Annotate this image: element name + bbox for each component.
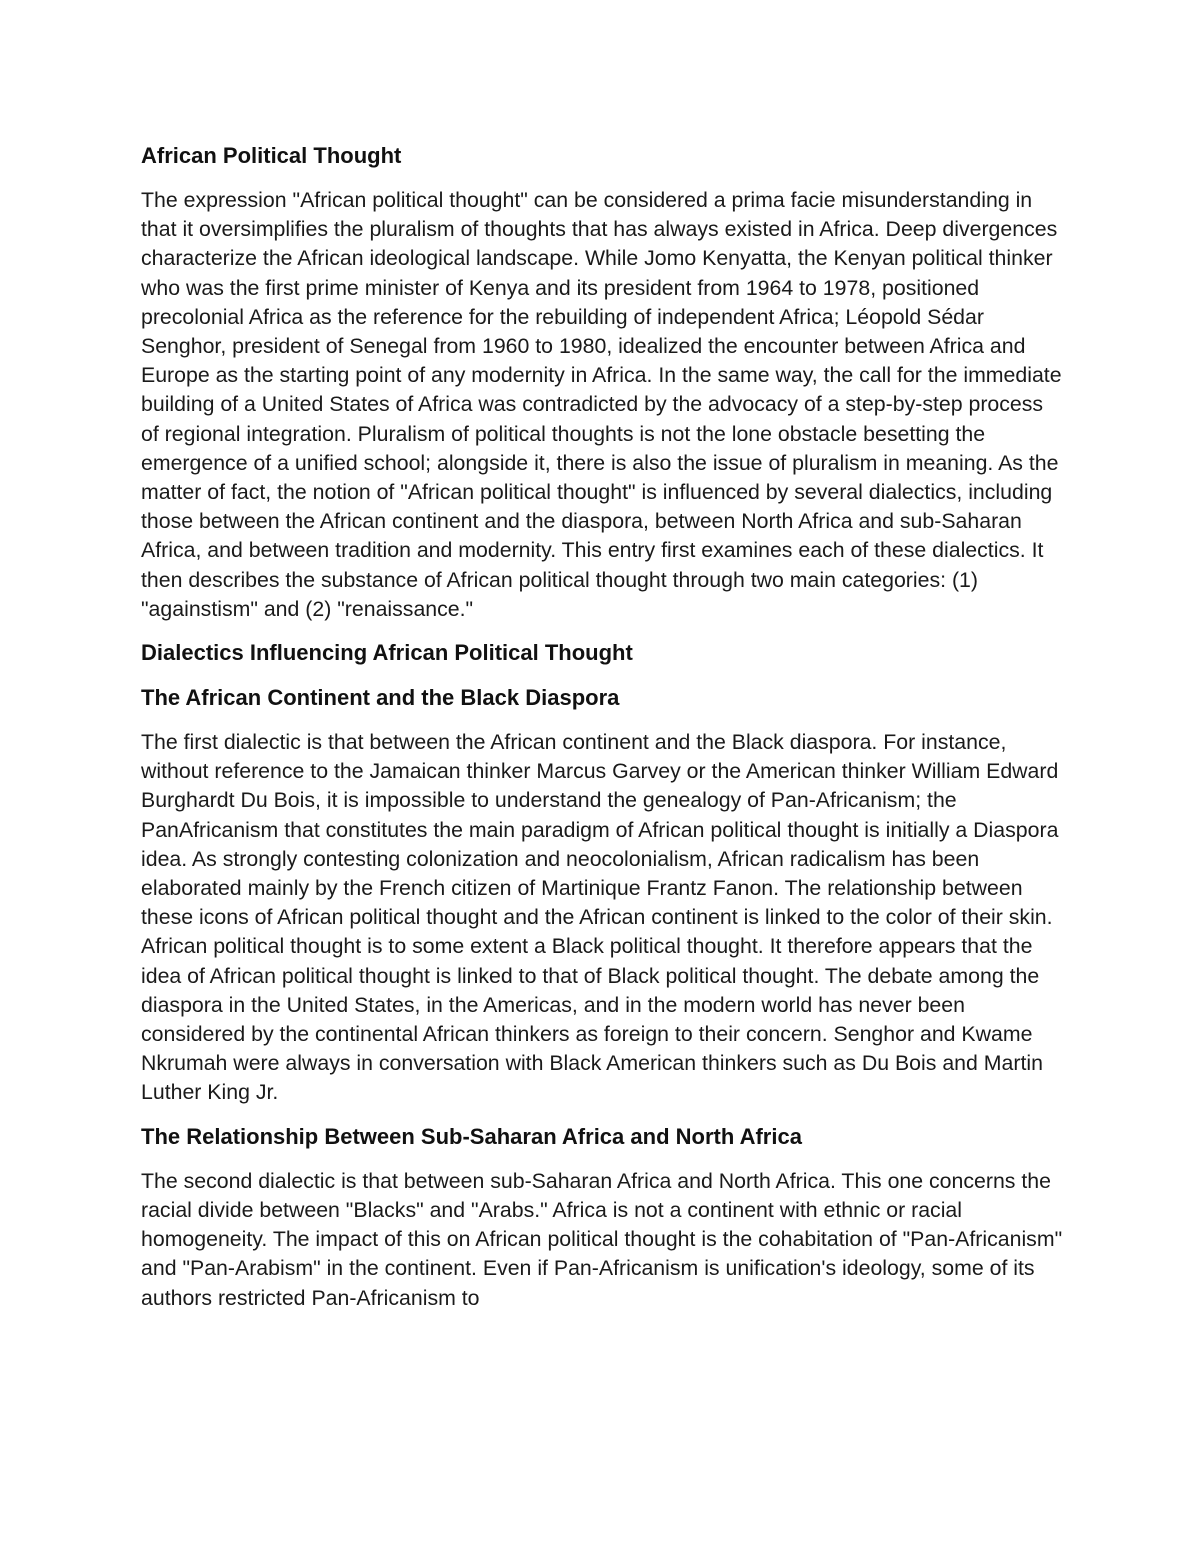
subsection-heading-diaspora: The African Continent and the Black Diaspora (141, 685, 620, 711)
diaspora-paragraph: The first dialectic is that between the African continent and the Black diaspora. For instance, without reference to the Jamaican thinker Marcus Garvey or the American thinker William Edward Burghardt Du Bois, it is impossible to understand the genealogy of Pan-Africanism; the PanAfricanism that constitutes the main paradigm of African political thought is initially a Diaspora idea. As strongly contesting colonization and neocolonialism, African radicalism has been elaborated mainly by the French citizen of Martinique Frantz Fanon. The relationship between these icons of African political thought and the African continent is linked to the color of their skin. African political thought is to some extent a Black political thought. It therefore appears that the idea of African political thought is linked to that of Black political thought. The debate among the diaspora in the United States, in the Americas, and in the modern world has never been considered by the continental African thinkers as foreign to their concern. Senghor and Kwame Nkrumah were always in conversation with Black American thinkers such as Du Bois and Martin Luther King Jr. (141, 730, 1059, 1105)
intro-paragraph: The expression "African political thought" can be considered a prima facie misunderstanding in that it oversimplifies the pluralism of thoughts that has always existed in Africa. Deep divergences characterize the African ideological landscape. While Jomo Kenyatta, the Kenyan political thinker who was the first prime minister of Kenya and its president from 1964 to 1978, positioned precolonial Africa as the reference for the rebuilding of independent Africa; Léopold Sédar Senghor, president of Senegal from 1960 to 1980, idealized the encounter between Africa and Europe as the starting point of any modernity in Africa. In the same way, the call for the immediate building of a United States of Africa was contradicted by the advocacy of a step-by-step process of regional integration. Pluralism of political thoughts is not the lone obstacle besetting the emergence of a unified school; alongside it, there is also the issue of pluralism in meaning. As the matter of fact, the notion of "African political thought" is influenced by several dialectics, including those between the African continent and the diaspora, between North Africa and sub-Saharan Africa, and between tradition and modernity. This entry first examines each of these dialectics. It then describes the substance of African political thought through two main categories: (1) "againstism" and (2) "renaissance." (141, 188, 1062, 621)
document-body (141, 141, 1063, 1327)
section-heading-dialectics: Dialectics Influencing African Political Thought (141, 640, 633, 666)
subsection-heading-north-south: The Relationship Between Sub-Saharan Africa and North Africa (141, 1123, 802, 1149)
north-south-paragraph: The second dialectic is that between sub-Saharan Africa and North Africa. This one concerns the racial divide between "Blacks" and "Arabs." Africa is not a continent with ethnic or racial homogeneity. The impact of this on African political thought is the cohabitation of "Pan-Africanism" and "Pan-Arabism" in the continent. Even if Pan-Africanism is unification's ideology, some of its authors restricted Pan-Africanism to (141, 1168, 1063, 1310)
document-title: African Political Thought (141, 143, 402, 168)
